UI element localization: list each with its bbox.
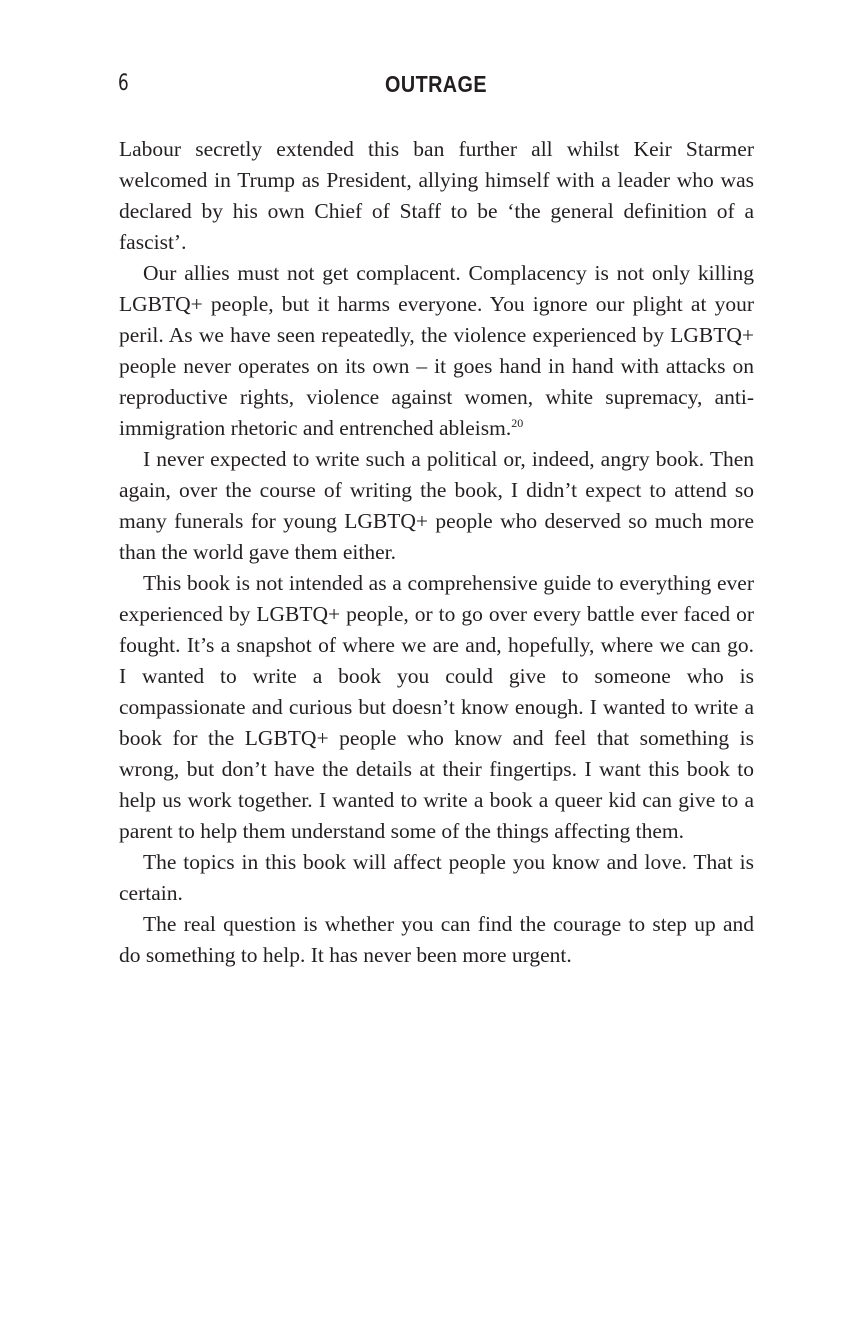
paragraph: This book is not intended as a comprehensive guide to everything ever experienced by LGBTQ+ people, or to go over every battle ever faced or fought. It’s a snapshot of where we are and, hopefully, where we can go. I wanted to write a book you could give to someone who is compassionate and curious but doesn’t know enough. I wanted to write a book for the LGBTQ+ people who know and feel that something is wrong, but don’t have the details at their fingertips. I want this book to help us work together. I wanted to write a book a queer kid can give to a parent to help them understand some of the things affecting them. <box>119 571 754 843</box>
paragraph: The real question is whether you can find the courage to step up and do something to help. It has never been more urgent. <box>119 912 754 967</box>
running-head <box>118 68 754 100</box>
paragraph-with-footnote <box>119 258 754 444</box>
footnote-reference[interactable]: 20 <box>511 415 524 430</box>
page-number: 6 <box>118 71 129 96</box>
paragraph-text: Our allies must not get complacent. Complacency is not only killing LGBTQ+ people, but it harms everyone. You ignore our plight at your peril. As we have seen repeatedly, the violence experienced by LGBTQ+ people never operates on its own – it goes hand in hand with attacks on reproductive rights, violence against women, white supremacy, anti-immigration rhetoric and entrenched ableism. <box>119 261 754 440</box>
running-title: OUTRAGE <box>385 71 487 97</box>
paragraph: I never expected to write such a political or, indeed, angry book. Then again, over the course of writing the book, I didn’t expect to attend so many funerals for young LGBTQ+ people who deserved so much more than the world gave them either. <box>119 447 754 564</box>
paragraph: Labour secretly extended this ban further all whilst Keir Starmer welcomed in Trump as President, allying himself with a leader who was declared by his own Chief of Staff to be ‘the general definition of a fascist’. <box>119 137 754 254</box>
body-text <box>119 134 754 971</box>
paragraph: The topics in this book will affect people you know and love. That is certain. <box>119 850 754 905</box>
